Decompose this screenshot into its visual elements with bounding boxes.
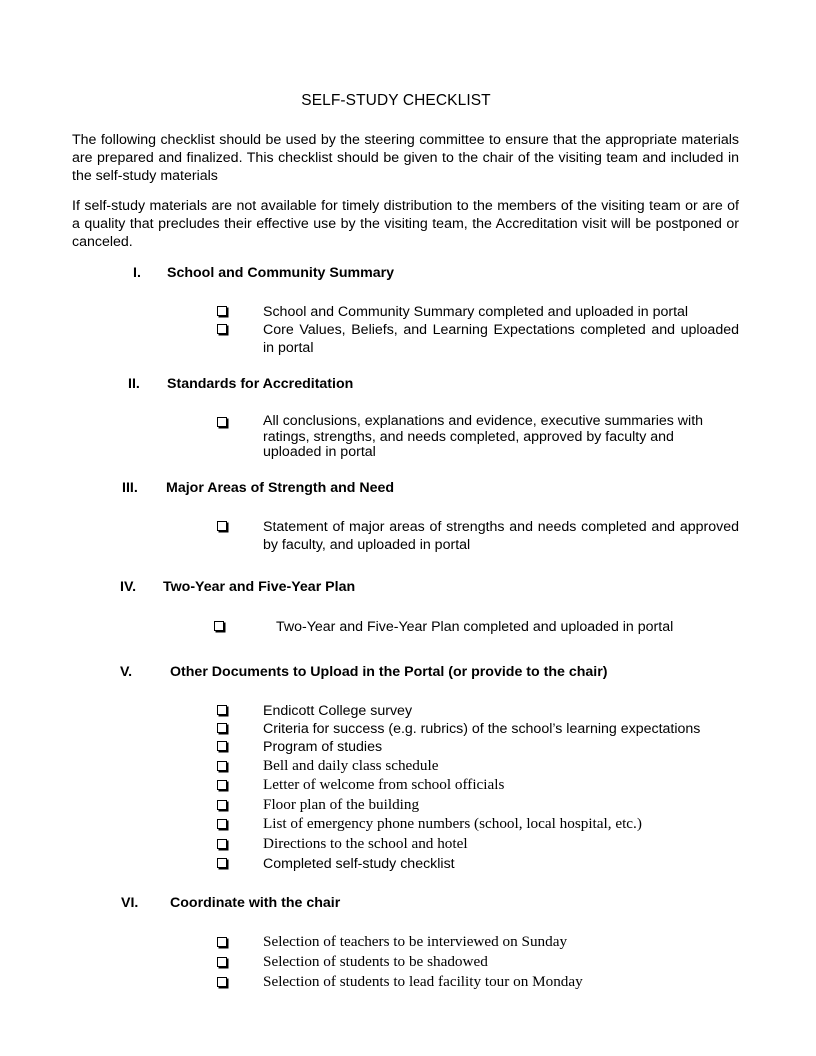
checkbox[interactable] [217,417,227,427]
checklist-item: Program of studies [263,739,383,755]
section-4-title: Two-Year and Five-Year Plan [163,579,356,595]
section-2-title: Standards for Accreditation [167,376,354,392]
checkbox[interactable] [217,761,227,771]
checklist-item: Two-Year and Five-Year Plan completed and uploaded in portal [276,619,674,635]
section-3-number: III. [122,480,138,496]
checkbox[interactable] [217,306,227,316]
checkbox[interactable] [217,780,227,790]
checkbox[interactable] [217,521,227,531]
checkbox[interactable] [217,819,227,829]
checkbox[interactable] [217,741,227,751]
checklist-item: Selection of students to lead facility tour on Monday [263,973,583,990]
checklist-item: List of emergency phone numbers (school, local hospital, etc.) [263,815,642,832]
checkbox[interactable] [217,723,227,733]
section-5-number: V. [120,664,133,680]
checkbox[interactable] [214,621,224,631]
checkbox[interactable] [217,977,227,987]
checklist-item: Statement of major areas of strengths and needs completed and approved by faculty, and uploaded in portal [263,519,739,553]
checkbox[interactable] [217,839,227,849]
section-4-number: IV. [120,579,137,595]
section-2-number: II. [128,376,140,392]
checkbox[interactable] [217,858,227,868]
section-5-title: Other Documents to Upload in the Portal (or provide to the chair) [170,664,608,680]
section-1-title: School and Community Summary [167,265,395,281]
checklist-item: Endicott College survey [263,703,413,719]
intro-paragraph-2: If self-study materials are not available for timely distribution to the members of the visiting team or are of a quality that precludes their effective use by the visiting team, the Accreditation visit will be postponed or canceled. [72,198,739,250]
checklist-item: Selection of teachers to be interviewed on Sunday [263,933,568,950]
checkbox[interactable] [217,937,227,947]
checklist-item: Core Values, Beliefs, and Learning Expectations completed and uploaded in portal [263,322,739,356]
checklist-item: Completed self-study checklist [263,856,455,872]
section-6-number: VI. [121,895,139,911]
intro-paragraph-1: The following checklist should be used by the steering committee to ensure that the appropriate materials are prepared and finalized. This checklist should be given to the chair of the visiting team and included in the self-study materials [72,132,739,184]
checklist-item: Floor plan of the building [263,796,420,813]
section-3-title: Major Areas of Strength and Need [166,480,395,496]
checklist-item: Bell and daily class schedule [263,757,439,774]
checklist-item: Directions to the school and hotel [263,835,468,852]
checkbox[interactable] [217,324,227,334]
checkbox[interactable] [217,705,227,715]
section-1-number: I. [133,265,141,281]
checklist-item: School and Community Summary completed and uploaded in portal [263,304,689,320]
checklist-item: Letter of welcome from school officials [263,776,505,793]
checklist-item: All conclusions, explanations and evidence, executive summaries with ratings, strengths, and needs completed, approved by faculty and uploaded in portal [263,413,704,460]
checkbox[interactable] [217,957,227,967]
page-title: SELF-STUDY CHECKLIST [301,92,491,109]
section-6-title: Coordinate with the chair [170,895,341,911]
checklist-item: Criteria for success (e.g. rubrics) of the school’s learning expectations [263,721,701,737]
checkbox[interactable] [217,800,227,810]
checklist-item: Selection of students to be shadowed [263,953,488,970]
